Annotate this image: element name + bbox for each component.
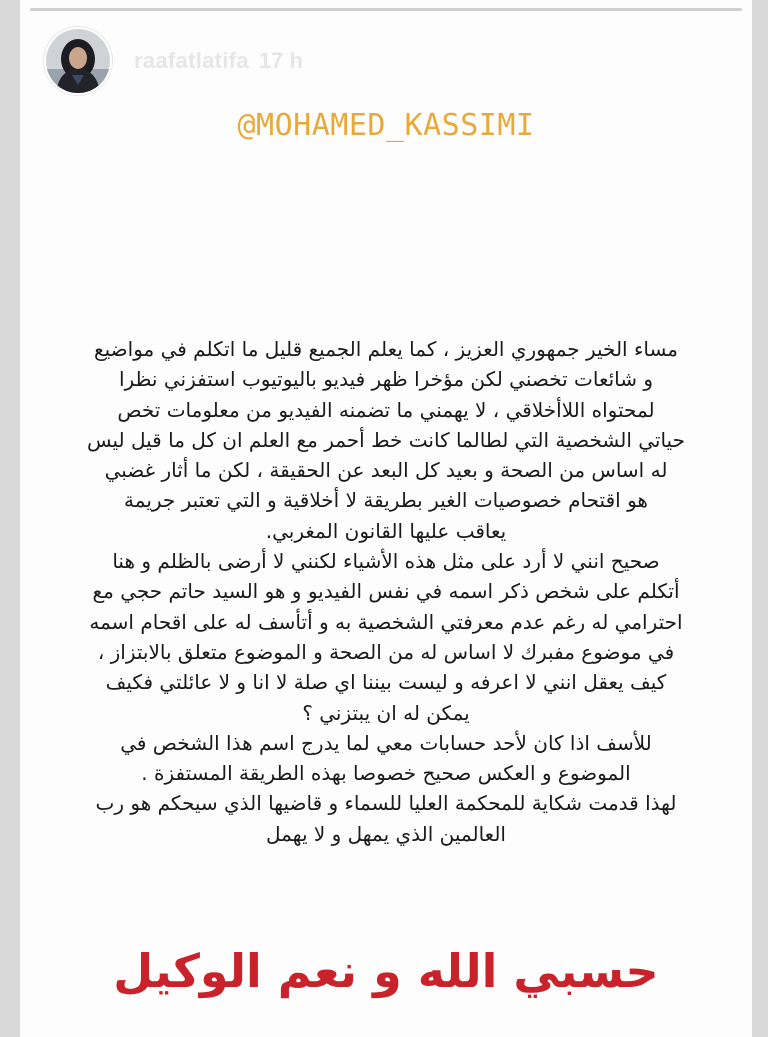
message-line: للأسف اذا كان لأحد حسابات معي لما يدرج اسم هذا الشخص في bbox=[120, 730, 652, 755]
message-line: صحيح انني لا أرد على مثل هذه الأشياء لكنني لا أرضى بالظلم و هنا bbox=[112, 549, 660, 574]
message-line: له اساس من الصحة و بعيد كل البعد عن الحقيقة ، لكن ما أثار غضبي bbox=[104, 458, 668, 483]
message-line: لمحتواه اللاأخلاقي ، لا يهمني ما تضمنه الفيديو من معلومات تخص bbox=[117, 397, 655, 422]
message-line: في موضوع مفبرك لا اساس له من الصحة و الموضوع متعلق بالابتزاز ، bbox=[97, 639, 675, 664]
profile-avatar[interactable] bbox=[44, 27, 112, 95]
message-line: و شائعات تخصني لكن مؤخرا ظهر فيديو باليوتيوب استفزني نظرا bbox=[118, 367, 654, 392]
message-line: لهذا قدمت شكاية للمحكمة العليا للسماء و قاضيها الذي سيحكم هو رب bbox=[95, 791, 677, 816]
username-link[interactable]: raafatlatifa bbox=[134, 48, 249, 73]
message-line: أتكلم على شخص ذكر اسمه في نفس الفيديو و هو السيد حاتم حجي مع bbox=[92, 579, 680, 604]
message-line: الموضوع و العكس صحيح خصوصا بهذه الطريقة المستفزة . bbox=[141, 761, 631, 786]
message-line: احترامي له رغم عدم معرفتي الشخصية به و أتأسف له على اقحام اسمه bbox=[89, 609, 683, 634]
signoff-text: حسبي الله و نعم الوكيل bbox=[113, 944, 659, 998]
message-line: يمكن له ان يبتزني ؟ bbox=[302, 700, 470, 725]
story-header bbox=[44, 26, 303, 96]
profile-photo-icon bbox=[46, 29, 110, 93]
message-line: مساء الخير جمهوري العزيز ، كما يعلم الجميع قليل ما اتكلم في مواضيع bbox=[93, 337, 679, 361]
message-line: يعاقب عليها القانون المغربي. bbox=[265, 518, 507, 543]
mention-sticker[interactable]: @MOHAMED_KASSIMI bbox=[237, 108, 535, 143]
story-progress-bar bbox=[30, 8, 742, 11]
message-line: حياتي الشخصية التي لطالما كانت خط أحمر مع العلم ان كل ما قيل ليس bbox=[87, 427, 685, 452]
story-frame[interactable] bbox=[20, 0, 752, 1037]
message-line: العالمين الذي يمهل و لا يهمل bbox=[266, 821, 506, 846]
message-line: كيف يعقل انني لا اعرفه و ليست بيننا اي صلة لا انا و لا عائلتي فكيف bbox=[105, 670, 667, 695]
story-progress-fill bbox=[30, 8, 742, 11]
message-line: هو اقتحام خصوصيات الغير بطريقة لا أخلاقية و التي تعتبر جريمة bbox=[124, 488, 648, 513]
story-message-text bbox=[32, 334, 740, 849]
story-timestamp: 17 h bbox=[258, 48, 303, 73]
